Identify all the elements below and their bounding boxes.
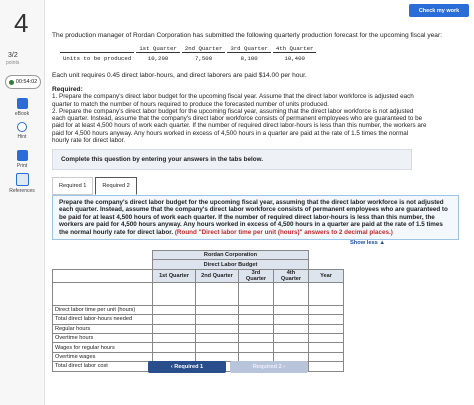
forecast-value-q3: 8,100	[240, 55, 258, 62]
ebook-icon	[17, 98, 28, 109]
row-label: Direct labor time per unit (hours)	[53, 305, 153, 314]
check-my-work-button[interactable]: Check my work	[409, 4, 469, 17]
input-cell[interactable]	[196, 343, 239, 352]
blank-cell	[274, 282, 309, 305]
hint-button[interactable]	[0, 122, 44, 140]
blank-cell	[309, 282, 344, 305]
title-spacer	[53, 251, 153, 260]
references-button[interactable]	[0, 173, 44, 194]
input-cell[interactable]	[153, 324, 196, 333]
input-cell[interactable]	[309, 343, 344, 352]
complete-banner: Complete this question by entering your answers in the tabs below.	[52, 149, 412, 170]
header-blank	[53, 269, 153, 282]
input-cell[interactable]	[274, 315, 309, 324]
references-label: References	[9, 188, 35, 194]
input-cell[interactable]	[153, 333, 196, 342]
budget-title: Direct Labor Budget	[153, 260, 309, 269]
ebook-button[interactable]	[0, 98, 44, 117]
references-icon	[16, 173, 29, 186]
timer-icon	[9, 80, 14, 85]
direct-labor-budget-table	[52, 250, 344, 372]
input-cell[interactable]	[153, 315, 196, 324]
input-cell[interactable]	[309, 333, 344, 342]
ebook-label: eBook	[14, 111, 30, 117]
hint-icon	[17, 122, 27, 132]
instructions-text: Prepare the company's direct labor budget for the upcoming fiscal year, assuming that the direct labor workforce is not adjusted each quarter. Instead, assume that the company's direct labor workforce consists of permanent employees who are guaranteed to be paid for at least 4,500 hours of work each quarter. If the number of required direct labor-hours is less than this number, the workers are paid for 4,500 hours anyway. Any hours worked in excess of 4,500 hours in a quarter are paid at the rate of 1.5 times the normal hourly rate for direct labor.	[59, 199, 448, 236]
input-cell[interactable]	[239, 333, 274, 342]
row-label: Overtime wages	[53, 352, 153, 361]
input-cell[interactable]	[196, 333, 239, 342]
print-button[interactable]	[0, 150, 44, 169]
input-cell[interactable]	[309, 305, 344, 314]
next-required-label: Required 2	[252, 364, 282, 370]
table-row	[53, 343, 344, 352]
input-cell[interactable]	[309, 352, 344, 361]
required-item-2: 2. Prepare the company's direct labor budget for the upcoming fiscal year, assuming that the direct labor workforce is not adjusted each quarter. Instead, assume that the company's direct labor workforce consists of permanent employees who are guaranteed to be paid for at least 4,500 hours of work each quarter. If the number of required direct labor-hours is less than this number, the workers are paid for 4,500 hours anyway. Any hours worked in excess of 4,500 hours in a quarter are paid at the rate of 1.5 times the normal hourly rate for direct labor.	[52, 107, 427, 145]
print-icon	[17, 150, 28, 161]
hint-label: Hint	[17, 134, 27, 140]
timer[interactable]	[5, 75, 41, 89]
tab-navigation	[148, 361, 308, 373]
forecast-header-q4: 4th Quarter	[273, 45, 317, 53]
blank-cell	[239, 282, 274, 305]
timer-value: 00:54:02	[15, 79, 38, 85]
print-label: Print	[16, 163, 28, 169]
row-label: Overtime hours	[53, 333, 153, 342]
title-spacer-right	[309, 260, 344, 269]
input-cell[interactable]	[309, 324, 344, 333]
points-label: points	[6, 60, 20, 66]
points-value: 3/2	[8, 52, 18, 59]
forecast-row-label: Units to be produced	[63, 55, 132, 62]
intro-text: The production manager of Rordan Corporation has submitted the following quarterly production forecast for the upcoming fiscal year:	[52, 32, 442, 39]
row-label: Regular hours	[53, 324, 153, 333]
forecast-value-q1: 10,200	[147, 55, 169, 62]
input-cell[interactable]	[274, 305, 309, 314]
forecast-header-blank	[60, 45, 134, 53]
blank-cell	[196, 282, 239, 305]
blank-row-label	[53, 282, 153, 305]
question-number: 4	[14, 8, 29, 38]
input-cell[interactable]	[239, 305, 274, 314]
column-header-q3: 3rd Quarter	[239, 269, 274, 282]
input-cell[interactable]	[196, 305, 239, 314]
required-section	[52, 86, 427, 144]
column-header-q4: 4th Quarter	[274, 269, 309, 282]
column-header-year: Year	[309, 269, 344, 282]
required-heading: Required:	[52, 86, 83, 93]
show-less-label: Show less	[350, 240, 378, 246]
chevron-left-icon: ‹	[170, 364, 175, 370]
table-row	[53, 333, 344, 342]
forecast-header-q2: 2nd Quarter	[182, 45, 226, 53]
company-name: Rordan Corporation	[153, 251, 309, 260]
row-label: Total direct labor-hours needed	[53, 315, 153, 324]
tab-required-1[interactable]: Required 1	[52, 177, 93, 195]
forecast-table	[58, 43, 318, 64]
forecast-value-q4: 10,400	[284, 55, 305, 62]
prev-required-button[interactable]	[148, 361, 226, 373]
input-cell[interactable]	[196, 315, 239, 324]
row-label: Wages for regular hours	[53, 343, 153, 352]
table-row	[53, 305, 344, 314]
table-row	[53, 315, 344, 324]
caret-up-icon: ▲	[379, 240, 386, 246]
answer-tabs	[52, 177, 139, 193]
labor-info: Each unit requires 0.45 direct labor-hours, and direct laborers are paid $14.00 per hour.	[52, 72, 307, 79]
input-cell[interactable]	[274, 333, 309, 342]
input-cell[interactable]	[239, 315, 274, 324]
title-spacer-right	[309, 251, 344, 260]
input-cell[interactable]	[274, 343, 309, 352]
input-cell[interactable]	[153, 305, 196, 314]
column-header-q1: 1st Quarter	[153, 269, 196, 282]
forecast-header-q3: 3rd Quarter	[227, 45, 271, 53]
blank-cell	[153, 282, 196, 305]
input-cell[interactable]	[239, 343, 274, 352]
instructions-box	[52, 195, 459, 240]
input-cell[interactable]	[274, 324, 309, 333]
chevron-right-icon: ›	[281, 364, 286, 370]
required-item-1: 1. Prepare the company's direct labor budget for the upcoming fiscal year. Assume that the direct labor workforce is adjusted each quarter to match the number of hours required to produce the forecasted number of units produced.	[52, 93, 414, 108]
row-label: Total direct labor cost	[53, 362, 153, 371]
input-cell[interactable]	[239, 324, 274, 333]
column-header-q2: 2nd Quarter	[196, 269, 239, 282]
table-row	[53, 324, 344, 333]
next-required-button[interactable]	[230, 361, 308, 373]
input-cell[interactable]	[309, 315, 344, 324]
input-cell[interactable]	[196, 324, 239, 333]
tab-required-2[interactable]: Required 2	[95, 177, 136, 195]
instructions-note: (Round "Direct labor time per unit (hours)" answers to 2 decimal places.)	[174, 228, 393, 236]
forecast-value-q2: 7,500	[195, 55, 213, 62]
show-less-link[interactable]	[350, 240, 385, 246]
input-cell[interactable]	[153, 343, 196, 352]
prev-required-label: Required 1	[174, 364, 204, 370]
title-spacer	[53, 260, 153, 269]
input-cell[interactable]	[309, 362, 344, 371]
left-sidebar	[0, 0, 45, 405]
forecast-header-q1: 1st Quarter	[136, 45, 180, 53]
